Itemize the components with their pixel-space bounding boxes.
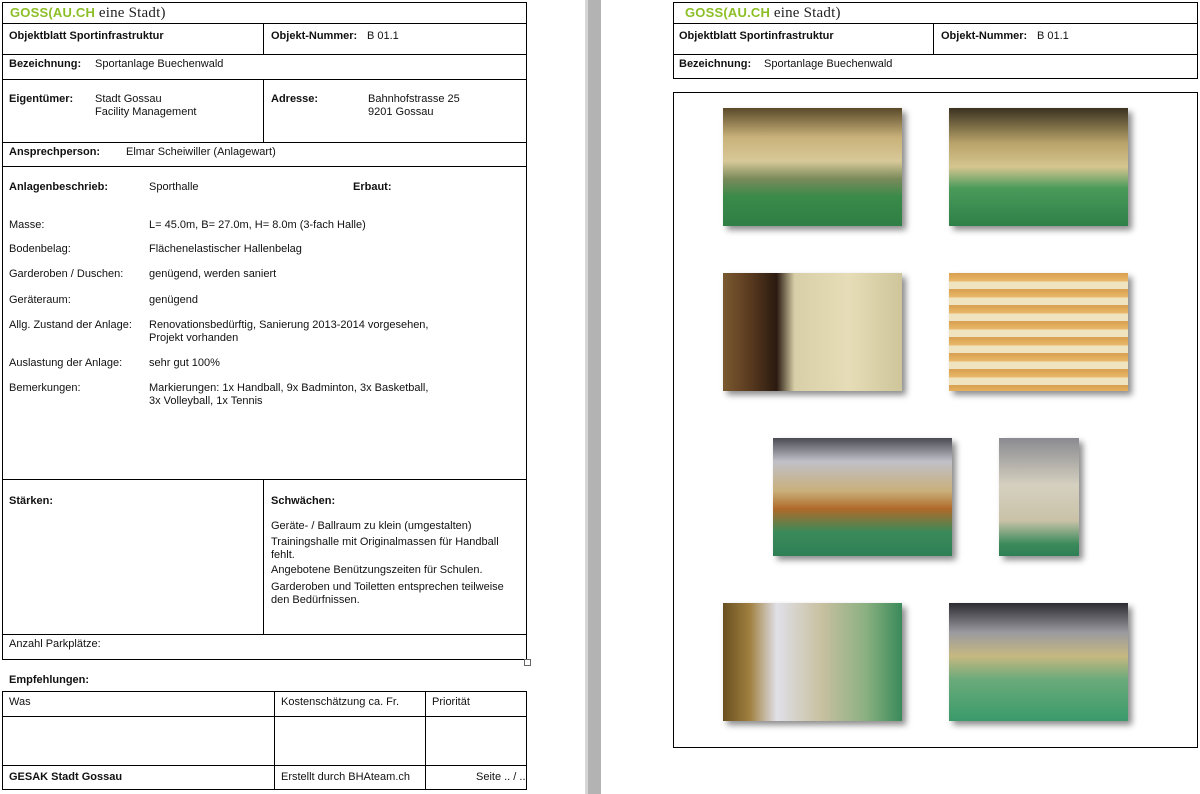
garderoben-label: Garderoben / Duschen: bbox=[9, 268, 124, 280]
bemerkungen-label: Bemerkungen: bbox=[9, 382, 81, 394]
masse-value: L= 45.0m, B= 27.0m, H= 8.0m (3-fach Halle) bbox=[149, 219, 366, 231]
weakness-item: Trainingshalle mit Originalmassen für Handball fehlt. bbox=[271, 536, 499, 561]
objekt-label: Objekt-Nummer: bbox=[271, 30, 358, 42]
ansprechperson-value: Elmar Scheiwiller (Anlagewart) bbox=[126, 146, 276, 158]
logo bbox=[10, 5, 166, 22]
logo bbox=[685, 5, 841, 22]
logo-subtext: eine Stadt) bbox=[773, 5, 841, 21]
form-title: Objektblatt Sportinfrastruktur bbox=[9, 30, 164, 42]
eigentuemer-value: Stadt Gossau Facility Management bbox=[95, 93, 197, 118]
footer-page: Seite .. / .. bbox=[476, 771, 526, 783]
weakness-item: Garderoben und Toiletten entsprechen teilweise den Bedürfnissen. bbox=[271, 581, 504, 606]
page-right bbox=[601, 0, 1200, 794]
empfehlungen-label: Empfehlungen: bbox=[9, 674, 90, 686]
resize-handle[interactable] bbox=[524, 659, 531, 666]
schwaechen-label: Schwächen: bbox=[271, 495, 336, 507]
geraeteraum-value: genügend bbox=[149, 294, 198, 306]
objekt-value: B 01.1 bbox=[1037, 30, 1069, 42]
zustand-value: Renovationsbedürftig, Sanierung 2013-2014 vorgesehen, Projekt vorhanden bbox=[149, 319, 429, 344]
parkplaetze-label: Anzahl Parkplätze: bbox=[9, 638, 101, 650]
erbaut-label: Erbaut: bbox=[353, 181, 392, 193]
col-was: Was bbox=[9, 696, 31, 708]
footer-left: GESAK Stadt Gossau bbox=[9, 771, 123, 783]
photo-wall-bars bbox=[949, 273, 1128, 391]
objekt-value: B 01.1 bbox=[367, 30, 399, 42]
col-kosten: Kostenschätzung ca. Fr. bbox=[281, 696, 400, 708]
ansprechperson-label: Ansprechperson: bbox=[9, 146, 101, 158]
bezeichnung-label: Bezeichnung: bbox=[679, 58, 752, 70]
photo-hall-overview bbox=[949, 108, 1128, 226]
geraeteraum-label: Geräteraum: bbox=[9, 294, 71, 306]
adresse-label: Adresse: bbox=[271, 93, 319, 105]
bezeichnung-label: Bezeichnung: bbox=[9, 58, 82, 70]
footer-middle bbox=[281, 771, 410, 783]
logo-text: GOSS(AU.CH bbox=[685, 5, 771, 20]
logo-subtext: eine Stadt) bbox=[98, 5, 166, 21]
bezeichnung-value: Sportanlage Buechenwald bbox=[764, 58, 893, 70]
anlagenbeschrieb-value: Sporthalle bbox=[149, 181, 199, 193]
form-title: Objektblatt Sportinfrastruktur bbox=[679, 30, 834, 42]
col-prioritaet: Priorität bbox=[432, 696, 470, 708]
photo-hall-narrow bbox=[999, 438, 1079, 556]
logo-text: GOSS(AU.CH bbox=[10, 5, 96, 20]
bemerkungen-value: Markierungen: 1x Handball, 9x Badminton, 3x Basketball, 3x Volleyball, 1x Tennis bbox=[149, 382, 429, 407]
photo-hall-wide bbox=[949, 603, 1128, 721]
garderoben-value: genügend, werden saniert bbox=[149, 268, 277, 280]
eigentuemer-label: Eigentümer: bbox=[9, 93, 74, 105]
bodenbelag-value: Flächenelastischer Hallenbelag bbox=[149, 243, 302, 255]
bodenbelag-label: Bodenbelag: bbox=[9, 243, 71, 255]
weakness-item: Geräte- / Ballraum zu klein (umgestalten) bbox=[271, 520, 472, 532]
page-left bbox=[0, 0, 585, 794]
adresse-value: Bahnhofstrasse 25 9201 Gossau bbox=[368, 93, 460, 118]
auslastung-value: sehr gut 100% bbox=[149, 357, 220, 369]
photo-hall-basket bbox=[773, 438, 952, 556]
zustand-label: Allg. Zustand der Anlage: bbox=[9, 319, 132, 331]
masse-label: Masse: bbox=[9, 219, 45, 231]
footer-prefix: Erstellt durch bbox=[281, 771, 349, 783]
staerken-label: Stärken: bbox=[9, 495, 54, 507]
page-gap bbox=[585, 0, 601, 794]
objekt-label: Objekt-Nummer: bbox=[941, 30, 1028, 42]
photo-hall-windows bbox=[723, 603, 902, 721]
bezeichnung-value: Sportanlage Buechenwald bbox=[95, 58, 224, 70]
auslastung-label: Auslastung der Anlage: bbox=[9, 357, 123, 369]
anlagenbeschrieb-label: Anlagenbeschrieb: bbox=[9, 181, 109, 193]
photo-door-corridor bbox=[723, 273, 902, 391]
photo-hall-tribune bbox=[723, 108, 902, 226]
weakness-item: Angebotene Benützungszeiten für Schulen. bbox=[271, 564, 483, 576]
footer-brand: BHAteam.ch bbox=[348, 771, 410, 783]
